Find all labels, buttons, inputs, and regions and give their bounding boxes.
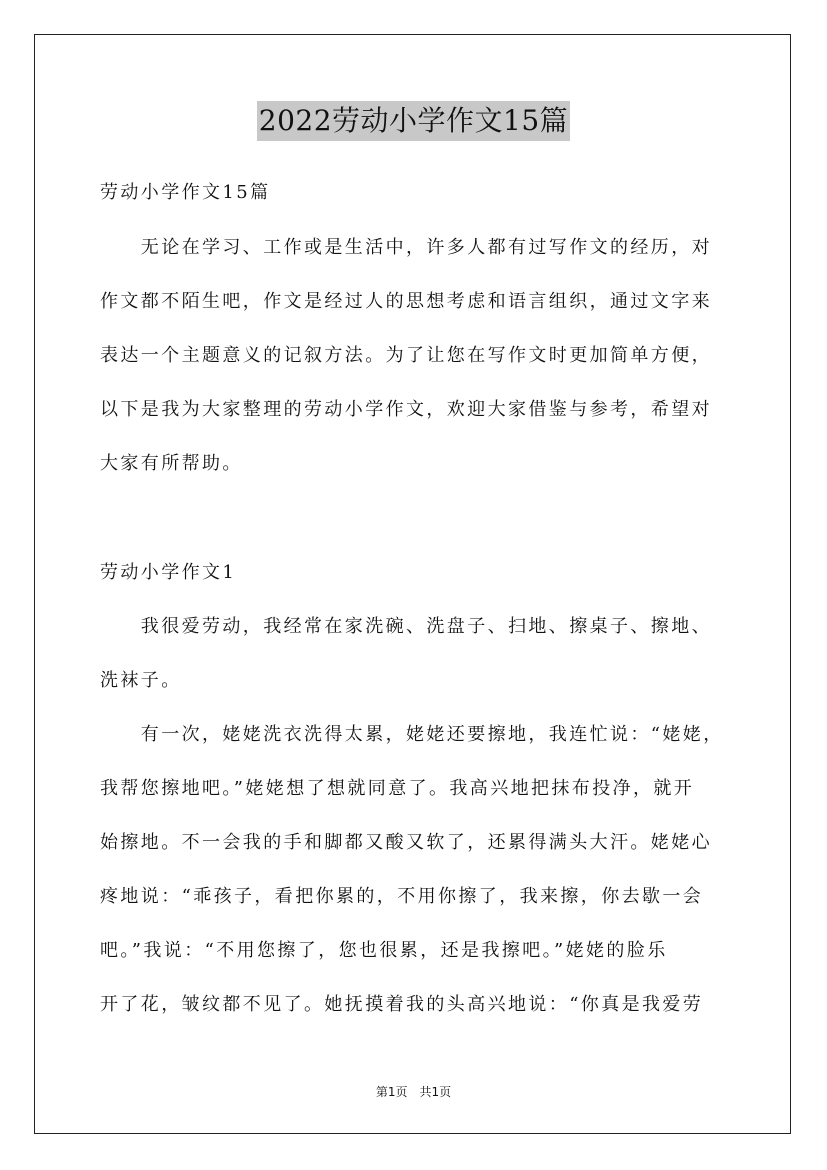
intro-line: 作文都不陌生吧，作文是经过人的思想考虑和语言组织，通过文字来 (100, 291, 712, 312)
body-line: 有一次，姥姥洗衣洗得太累，姥姥还要擦地，我连忙说：“姥姥， (100, 724, 724, 745)
subtitle: 劳动小学作文15篇 (100, 182, 271, 203)
body-line: 开了花，皱纹都不见了。她抚摸着我的头高兴地说：“你真是我爱劳 (100, 994, 704, 1015)
intro-line: 无论在学习、工作或是生活中，许多人都有过写作文的经历，对 (100, 237, 712, 258)
body-line: 吧。”我说：“不用您擦了，您也很累，还是我擦吧。”姥姥的脸乐 (100, 940, 668, 961)
body-line: 我很爱劳动，我经常在家洗碗、洗盘子、扫地、擦桌子、擦地、 (100, 616, 712, 637)
body-line: 疼地说：“乖孩子，看把你累的，不用你擦了，我来擦，你去歇一会 (100, 886, 704, 907)
intro-line: 表达一个主题意义的记叙方法。为了让您在写作文时更加简单方便， (100, 345, 712, 366)
section-heading: 劳动小学作文1 (100, 562, 237, 583)
body-line: 我帮您擦地吧。”姥姥想了想就同意了。我高兴地把抹布投净，就开 (100, 778, 695, 799)
intro-line: 大家有所帮助。 (100, 453, 243, 474)
body-line: 洗袜子。 (100, 670, 182, 691)
page-footer: 第1页 共1页 (375, 1085, 452, 1099)
title-container (0, 101, 827, 141)
document-title: 2022劳动小学作文15篇 (257, 101, 570, 141)
intro-line: 以下是我为大家整理的劳动小学作文，欢迎大家借鉴与参考，希望对 (100, 399, 712, 420)
body-line: 始擦地。不一会我的手和脚都又酸又软了，还累得满头大汗。姥姥心 (100, 832, 712, 853)
